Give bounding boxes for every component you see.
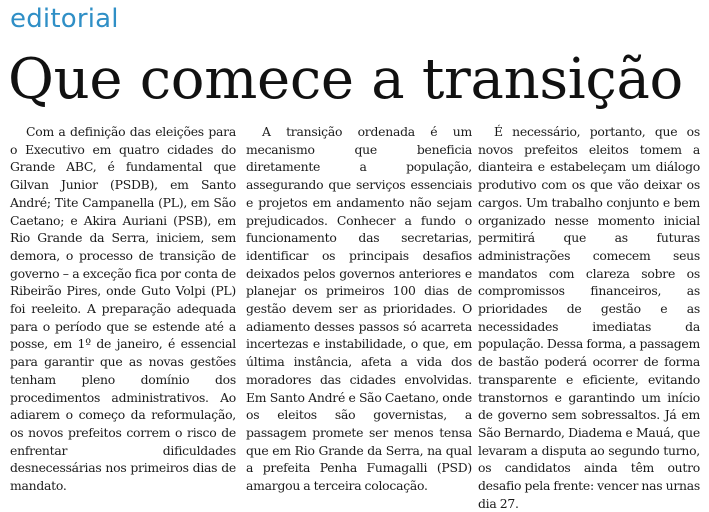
section-label: editorial — [10, 4, 119, 34]
article-column-3: É necessário, portanto, que os novos prefeitos eleitos tomem a dianteira e estabeleçam um diálogo produtivo com os que vão deixar os cargos. Um trabalho conjunto e bem organizado nesse momento inicial permitirá que as futuras administrações comecem seus mandatos com clareza sobre os compromissos financeiros, as prioridades de gestão e as necessidades imediatas da população. Dessa forma, a passagem de bastão poderá ocorrer de forma transparente e eficiente, evitando transtornos e garantindo um início de governo sem sobressaltos. Já em São Bernardo, Diadema e Mauá, que levaram a disputa ao segundo turno, os candidatos ainda têm outro desafio pela frente: vencer nas urnas dia 27. — [478, 124, 700, 511]
headline: Que comece a transição — [8, 47, 683, 112]
article-column-2: A transição ordenada é um mecanismo que beneficia diretamente a população, assegurando que serviços essenciais e projetos em andamento não sejam prejudicados. Conhecer a fundo o funcionamento das secretarias, identificar os principais desafios deixados pelos governos anteriores e planejar os primeiros 100 dias de gestão devem ser as prioridades. O adiamento desses passos só acarreta incertezas e instabilidade, o que, em última instância, afeta a vida dos moradores das cidades envolvidas. Em Santo André e São Caetano, onde os eleitos são governistas, a passagem promete ser menos tensa que em Rio Grande da Serra, na qual a prefeita Penha Fumagalli (PSD) amargou a terceira colocação. — [246, 124, 472, 494]
article-body — [0, 123, 709, 511]
article-column-1: Com a definição das eleições para o Executivo em quatro cidades do Grande ABC, é fundamental que Gilvan Junior (PSDB), em Santo André; Tite Campanella (PL), em São Caetano; e Akira Auriani (PSB), em Rio Grande da Serra, iniciem, sem demora, o processo de transição de governo – a exceção fica por conta de Ribeirão Pires, onde Guto Volpi (PL) foi reeleito. A preparação adequada para o período que se estende até a posse, em 1º de janeiro, é essencial para garantir que as novas gestões tenham pleno domínio dos procedimentos administrativos. Ao adiarem o começo da reformulação, os novos prefeitos correm o risco de enfrentar dificuldades desnecessárias nos primeiros dias de mandato. — [10, 124, 236, 494]
